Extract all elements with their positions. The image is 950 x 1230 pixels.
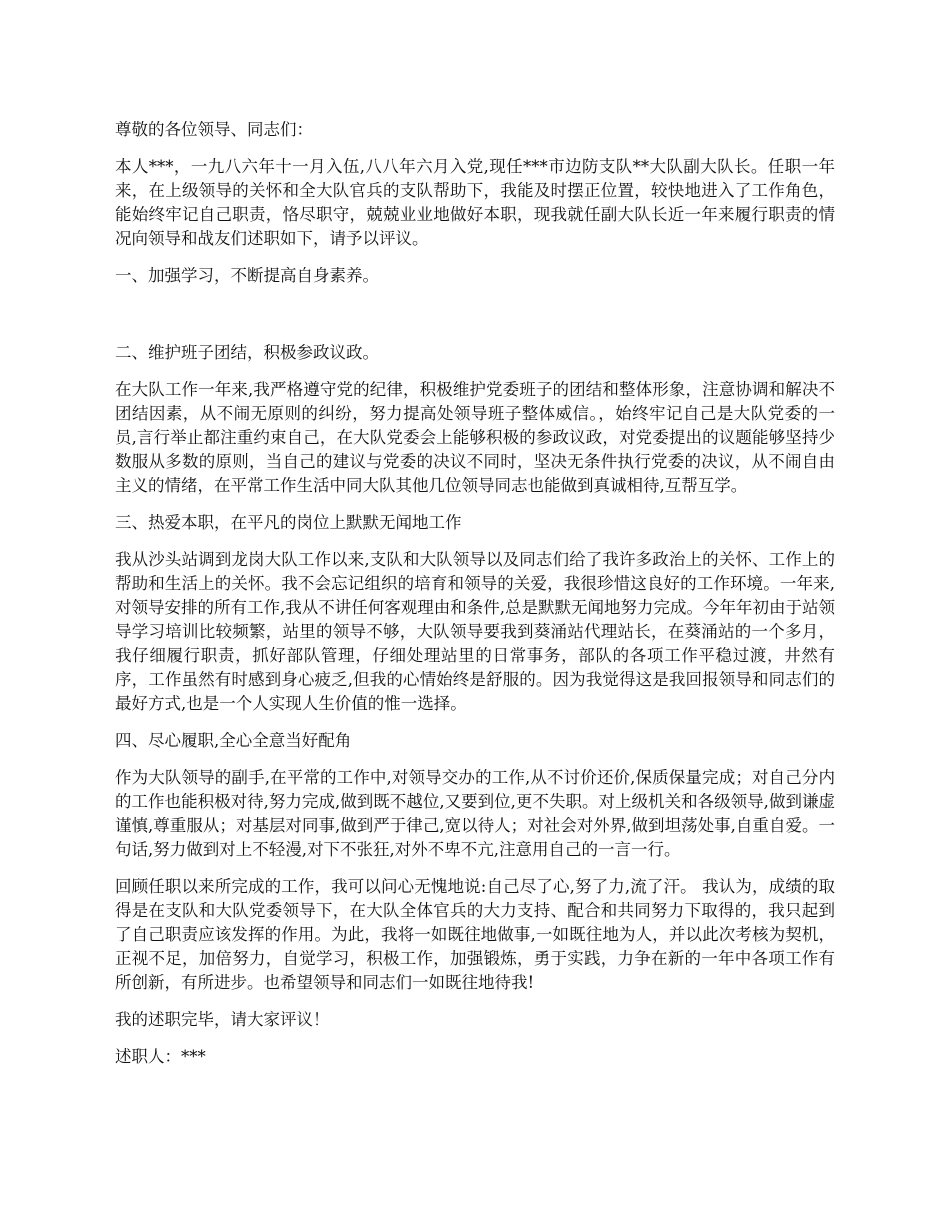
conclusion-paragraph: 回顾任职以来所完成的工作，我可以问心无愧地说:自己尽了心,努了力,流了汗。 我认为，成绩的取得是在支队和大队党委领导下，在大队全体官兵的大力支持、配合和共同努力下取得的，我只起到了自己职责应该发挥的作用。为此，我将一如既往地做事,一如既往地为人，并以此次考核为契机，正视不足，加倍努力，自觉学习，积极工作，加强锻炼，勇于实践，力争在新的一年中各项工作有所创新，有所进步。也希望领导和同志们一如既往地待我!: [115, 877, 835, 992]
document-page: [115, 118, 835, 1082]
blank-space: [115, 301, 835, 341]
section-1-heading: 一、加强学习，不断提高自身素养。: [115, 266, 379, 285]
section-2-heading: 二、维护班子团结，积极参政议政。: [115, 343, 379, 362]
closing-line: 我的述职完毕，请大家评议！: [115, 1010, 330, 1029]
section-3-body: 我从沙头站调到龙岗大队工作以来,支队和大队领导以及同志们给了我许多政治上的关怀、工作上的帮助和生活上的关怀。我不会忘记组织的培育和领导的关爱，我很珍惜这良好的工作环境。一年来,对领导安排的所有工作,我从不讲任何客观理由和条件,总是默默无闻地努力完成。今年年初由于站领导学习培训比较频繁，站里的领导不够，大队领导要我到葵涌站代理站长，在葵涌站的一个多月，我仔细履行职责，抓好部队管理，仔细处理站里的日常事务，部队的各项工作平稳过渡，井然有序，工作虽然有时感到身心疲乏,但我的心情始终是舒服的。因为我觉得这是我回报领导和同志们的最好方式,也是一个人实现人生价值的惟一选择。: [115, 550, 835, 713]
section-4-body: 作为大队领导的副手,在平常的工作中,对领导交办的工作,从不讨价还价,保质保量完成；对自己分内的工作也能积极对待,努力完成,做到既不越位,又要到位,更不失职。对上级机关和各级领导,做到谦虚谨慎,尊重服从；对基层对同事,做到严于律己,宽以待人；对社会对外界,做到坦荡处事,自重自爱。一句话,努力做到对上不轻漫,对下不张狂,对外不卑不亢,注意用自己的一言一行。: [115, 768, 835, 859]
section-4-heading: 四、尽心履职,全心全意当好配角: [115, 731, 352, 750]
salutation: 尊敬的各位领导、同志们：: [115, 120, 313, 139]
section-3-heading: 三、热爱本职，在平凡的岗位上默默无闻地工作: [115, 513, 462, 532]
section-2-body: 在大队工作一年来,我严格遵守党的纪律，积极维护党委班子的团结和整体形象，注意协调和解决不团结因素，从不闹无原则的纠纷，努力提高处领导班子整体威信。，始终牢记自己是大队党委的一员,言行举止都注重约束自己，在大队党委会上能够积极的参政议政，对党委提出的议题能够坚持少数服从多数的原则，当自己的建议与党委的决议不同时，坚决无条件执行党委的决议，从不闹自由主义的情绪，在平常工作生活中同大队其他几位领导同志也能做到真诚相待,互帮互学。: [115, 380, 835, 495]
signature-line: 述职人：***: [115, 1047, 206, 1066]
intro-paragraph: 本人***，一九八六年十一月入伍,八八年六月入党,现任***市边防支队**大队副大队长。任职一年来，在上级领导的关怀和全大队官兵的支队帮助下，我能及时摆正位置，较快地进入了工作角色，能始终牢记自己职责，恪尽职守，兢兢业业地做好本职，现我就任副大队长近一年来履行职责的情况向领导和战友们述职如下，请予以评议。: [115, 157, 835, 248]
